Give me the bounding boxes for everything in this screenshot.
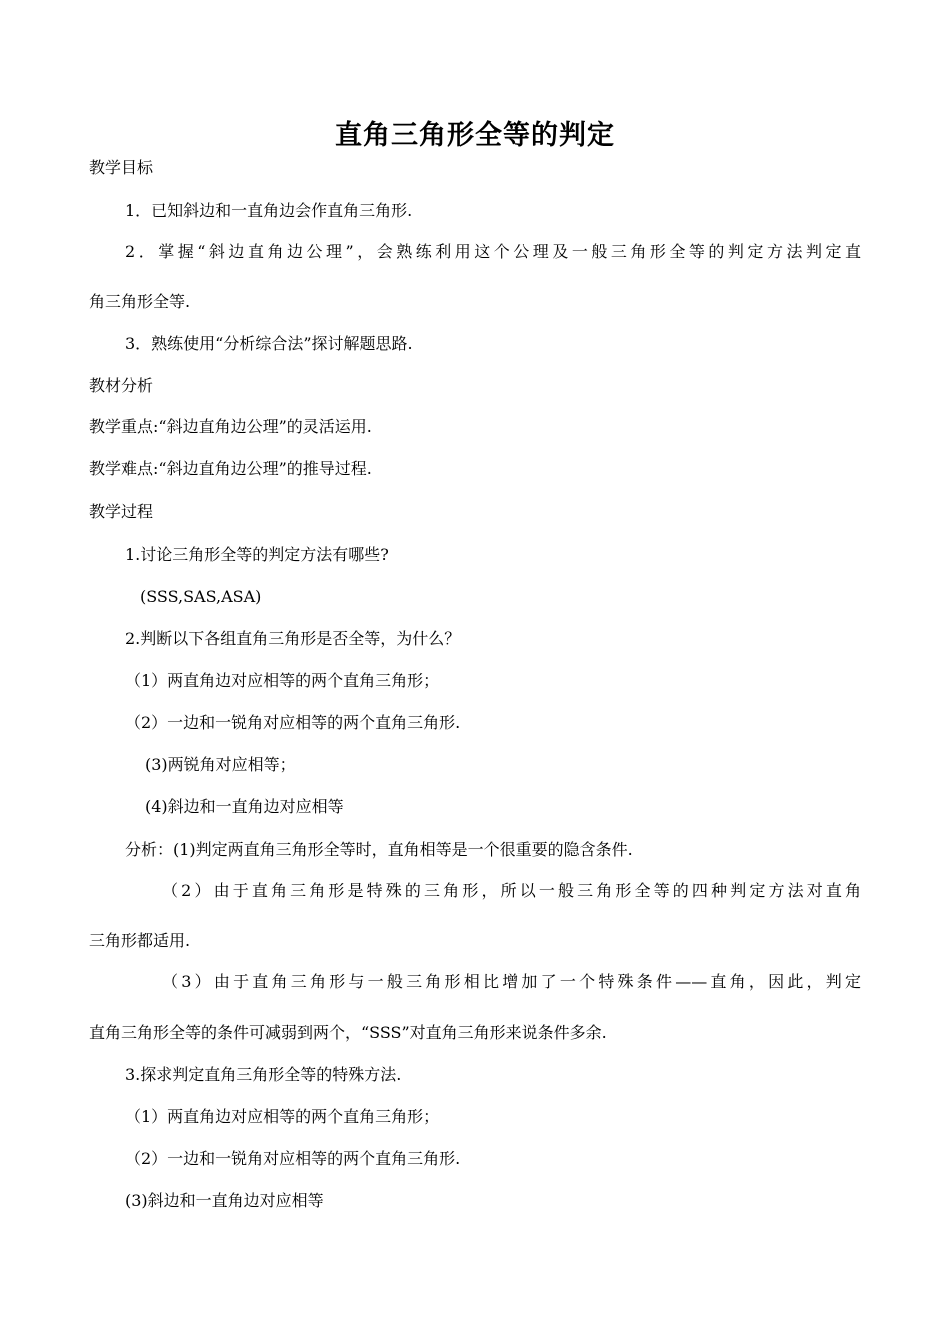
analysis-2: （2）由于直角三角形是特殊的三角形，所以一般三角形全等的四种判定方法对直角	[162, 881, 861, 900]
key-point: 教学重点:“斜边直角边公理”的灵活运用.	[89, 417, 372, 436]
process-item-2-case-3: (3)两锐角对应相等；	[145, 755, 296, 774]
objective-2: 2．掌握“斜边直角边公理”，会熟练利用这个公理及一般三角形全等的判定方法判定直	[125, 242, 861, 261]
analysis-3: （3）由于直角三角形与一般三角形相比增加了一个特殊条件——直角，因此，判定	[162, 972, 861, 991]
objective-2-continued: 角三角形全等.	[89, 292, 191, 311]
process-item-2: 2.判断以下各组直角三角形是否全等，为什么？	[125, 629, 461, 648]
process-item-3-case-3: (3)斜边和一直角边对应相等	[125, 1191, 324, 1210]
process-item-2-case-4: (4)斜边和一直角边对应相等	[145, 797, 344, 816]
analysis-2-continued: 三角形都适用.	[89, 931, 191, 950]
process-item-1: 1.讨论三角形全等的判定方法有哪些?	[125, 545, 389, 564]
process-item-2-case-1: （1）两直角边对应相等的两个直角三角形；	[125, 671, 440, 690]
analysis-1: 分析：(1)判定两直角三角形全等时，直角相等是一个很重要的隐含条件.	[125, 840, 633, 859]
process-item-1-answer: (SSS,SAS,ASA)	[140, 587, 262, 606]
process-item-3-case-1: （1）两直角边对应相等的两个直角三角形；	[125, 1107, 440, 1126]
objective-1: 1．已知斜边和一直角边会作直角三角形.	[125, 201, 413, 220]
process-item-3: 3.探求判定直角三角形全等的特殊方法.	[125, 1065, 402, 1084]
process-item-3-case-2: （2）一边和一锐角对应相等的两个直角三角形.	[125, 1149, 461, 1168]
section-heading-objectives: 教学目标	[89, 158, 154, 177]
analysis-3-continued: 直角三角形全等的条件可减弱到两个，“SSS”对直角三角形来说条件多余.	[89, 1023, 607, 1042]
section-heading-process: 教学过程	[89, 502, 154, 521]
document-title: 直角三角形全等的判定	[335, 120, 615, 151]
objective-3: 3．熟练使用“分析综合法”探讨解题思路.	[125, 334, 413, 353]
section-heading-analysis: 教材分析	[89, 376, 154, 395]
difficult-point: 教学难点:“斜边直角边公理”的推导过程.	[89, 459, 372, 478]
process-item-2-case-2: （2）一边和一锐角对应相等的两个直角三角形.	[125, 713, 461, 732]
